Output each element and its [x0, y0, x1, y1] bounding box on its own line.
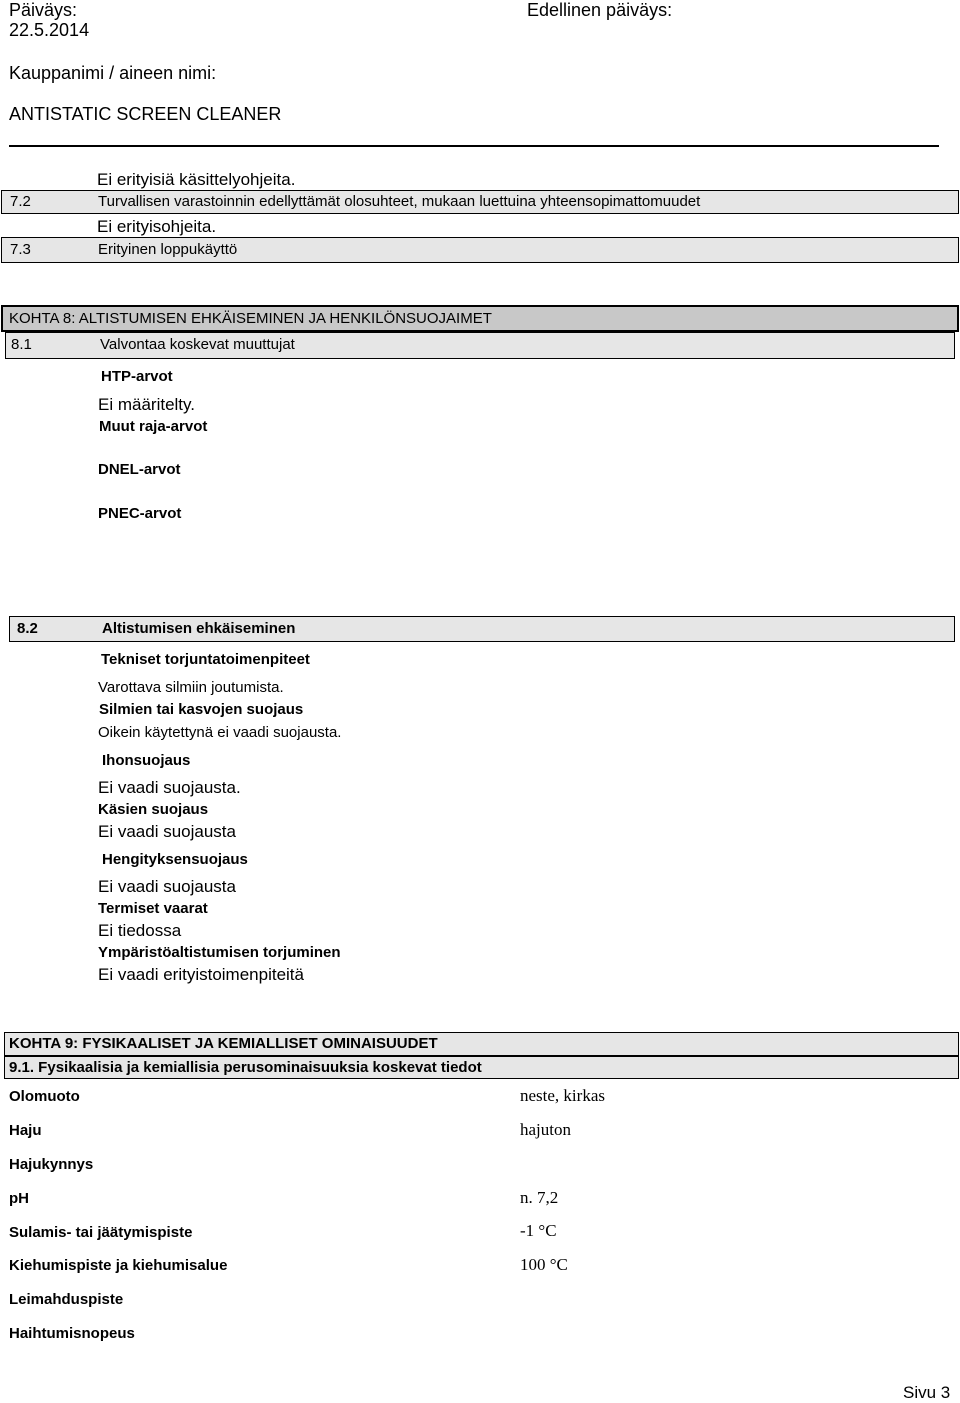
htp-value: Ei määritelty. [98, 395, 195, 414]
section-9-title: KOHTA 9: FYSIKAALISET JA KEMIALLISET OMINAISUUDET [9, 1035, 438, 1052]
section-7-3-title: Erityinen loppukäyttö [98, 241, 238, 258]
property-label: pH [9, 1190, 29, 1207]
section-7-2-number: 7.2 [10, 193, 31, 210]
property-label: Olomuoto [9, 1088, 80, 1105]
skin-protection-label: Ihonsuojaus [102, 752, 191, 769]
header-divider [9, 145, 939, 147]
property-label: Kiehumispiste ja kiehumisalue [9, 1257, 228, 1274]
section-7-3-bar [1, 237, 959, 263]
property-value: hajuton [520, 1120, 571, 1139]
section-8-1-title: Valvontaa koskevat muuttujat [100, 336, 295, 353]
other-limits-label: Muut raja-arvot [99, 418, 208, 435]
section-7-2-bar [1, 190, 959, 214]
section-8-bar [1, 305, 959, 332]
pnec-label: PNEC-arvot [98, 505, 182, 522]
property-label: Haihtumisnopeus [9, 1325, 135, 1342]
technical-measures-label: Tekniset torjuntatoimenpiteet [101, 651, 310, 668]
section-7-3-number: 7.3 [10, 241, 31, 258]
property-value: 100 °C [520, 1255, 568, 1274]
section-8-2-title: Altistumisen ehkäiseminen [102, 620, 296, 637]
section-9-1-title: 9.1. Fysikaalisia ja kemiallisia perusominaisuuksia koskevat tiedot [9, 1059, 482, 1076]
section-8-1-bar [5, 332, 955, 359]
htp-label: HTP-arvot [101, 368, 173, 385]
handling-text: Ei erityisiä käsittelyohjeita. [97, 170, 296, 189]
previous-date-label: Edellinen päiväys: [527, 0, 673, 20]
section-7-2-title: Turvallisen varastoinnin edellyttämät olosuhteet, mukaan luettuina yhteensopimattomuudet [98, 193, 701, 210]
property-value: n. 7,2 [520, 1188, 559, 1207]
property-label: Sulamis- tai jäätymispiste [9, 1224, 193, 1241]
section-8-2-bar [9, 616, 955, 642]
page-number: Sivu 3 [903, 1383, 951, 1402]
environmental-exposure-label: Ympäristöaltistumisen torjuminen [98, 944, 341, 961]
respiratory-protection-label: Hengityksensuojaus [102, 851, 248, 868]
date-label: Päiväys: [9, 0, 78, 20]
eye-protection-label: Silmien tai kasvojen suojaus [99, 701, 304, 718]
skin-protection-value: Ei vaadi suojausta. [98, 778, 241, 797]
dnel-label: DNEL-arvot [98, 461, 181, 478]
property-label: Hajukynnys [9, 1156, 94, 1173]
respiratory-protection-value: Ei vaadi suojausta [98, 877, 236, 896]
trade-name-value: ANTISTATIC SCREEN CLEANER [9, 104, 282, 124]
date-value: 22.5.2014 [9, 20, 90, 40]
eye-protection-value: Oikein käytettynä ei vaadi suojausta. [98, 724, 342, 741]
environmental-exposure-value: Ei vaadi erityistoimenpiteitä [98, 965, 304, 984]
property-label: Leimahduspiste [9, 1291, 124, 1308]
section-8-2-number: 8.2 [17, 620, 38, 637]
section-9-1-bar [4, 1056, 959, 1079]
section-8-title: KOHTA 8: ALTISTUMISEN EHKÄISEMINEN JA HENKILÖNSUOJAIMET [9, 310, 492, 327]
hand-protection-value: Ei vaadi suojausta [98, 822, 236, 841]
storage-text: Ei erityisohjeita. [97, 217, 217, 236]
hand-protection-label: Käsien suojaus [98, 801, 209, 818]
technical-measures-value: Varottava silmiin joutumista. [98, 679, 284, 696]
section-8-1-number: 8.1 [11, 336, 32, 353]
trade-name-label: Kauppanimi / aineen nimi: [9, 63, 217, 83]
section-9-bar [4, 1032, 959, 1056]
property-label: Haju [9, 1122, 42, 1139]
thermal-hazards-label: Termiset vaarat [98, 900, 208, 917]
thermal-hazards-value: Ei tiedossa [98, 921, 182, 940]
property-value: -1 °C [520, 1221, 557, 1240]
property-value: neste, kirkas [520, 1086, 605, 1105]
